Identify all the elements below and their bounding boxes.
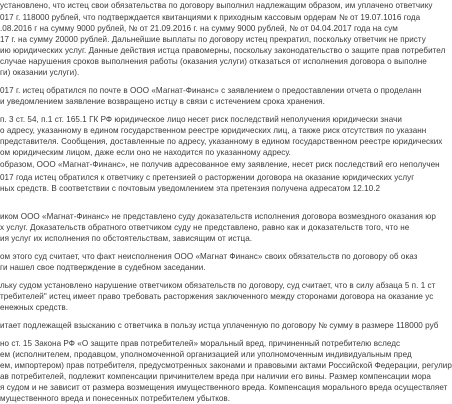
text-line: ем (исполнителем, продавцом, уполномоченной организацией или уполномоченным индивидуальным пред <box>0 350 412 359</box>
text-line: 017 г. 118000 рублей, что подтверждается квитанциями к приходным кассовым ордерам № от 19.07.1016 года <box>0 13 421 22</box>
text-line: о адресу, указанному в едином государственном реестре юридических лиц, а также риск отсутствия по указанн <box>0 126 427 135</box>
text-line: ги) оказании услуги). <box>0 68 80 77</box>
text-line: ги нашел свое подтверждение в судебном заседании. <box>0 263 206 272</box>
text-line: представителя. Сообщения, доставленные по адресу, указанному в едином государственном реестре юридических <box>0 137 443 146</box>
text-line: требителей" истец имеет право требовать расторжения заключенного между сторонами договора на оказание ус <box>0 292 434 301</box>
text-line: случае нарушения сроков выполнения работы (оказания услуги) отказаться от исполнения договора о выполне <box>0 57 427 66</box>
text-line: итает подлежащей взысканию с ответчика в пользу истца уплаченную по договору № сумму в размере 118000 руб <box>0 321 439 330</box>
text-line: ных средств. В соответствии с почтовым уведомлением эта претензия получена адресатом 12.10.2 <box>0 184 381 193</box>
text-line: 017 г. истец обратился по почте в ООО «Магнат-Финанс» с заявлением о предоставлении отчета о проделанн <box>0 86 422 95</box>
text-line: ом этого суд считает, что факт неисполнения ООО «Магнат Финанс» своих обязательств по договору об оказ <box>0 252 418 261</box>
text-line: и уведомлением заявление возвращено истцу в связи с истечением срока хранения. <box>0 97 325 106</box>
text-line: но ст. 15 Закона РФ «О защите прав потребителей» моральный вред, причиненный потребителю вследс <box>0 339 401 348</box>
text-line: енежных средств. <box>0 303 69 312</box>
text-line: 017 года истец обратился к ответчику с претензией о расторжении договора на оказание юридических услуг <box>0 173 415 182</box>
text-line: я судом и не зависит от размера возмещения имущественного вреда. Компенсация морального вреда осуществляет <box>0 383 448 392</box>
text-line: мущественного вреда и понесенных потребителем убытков. <box>0 394 231 403</box>
text-line: ия услуг их исполнения по обстоятельствам, зависящим от истца. <box>0 234 253 243</box>
text-line: установлено, что истец свои обязательства по договору выполнил надлежащим образом, им уплачено ответчику <box>0 1 433 10</box>
text-line: ав потребителей, подлежит компенсации причинителем вреда при наличии его вины. Размер компенсации мора <box>0 372 431 381</box>
text-line: х услуг. Доказательств обратного ответчиком суду не представлено, равно как и доказательств того, что не <box>0 223 410 232</box>
text-line: .08.2016 г на сумму 9000 рублей, № от 21.09.2016 г. на сумму 9000 рублей, № от 04.04.2017 года на сум <box>0 24 398 33</box>
text-line: п. 3 ст. 54, п.1 ст. 165.1 ГК РФ юридическое лицо несет риск последствий неполучения юридически значи <box>0 115 402 124</box>
text-line: ом юридическим лицом, даже если оно не находится по указанному адресу. <box>0 148 291 157</box>
text-line: образом, ООО «Магнат-Финанс», не получив адресованное ему заявление, несет риск последствий его неполучен <box>0 160 440 169</box>
text-line: ию юридических услуг. Данные действия истца правомерны, поскольку законодательство о защите прав потребител <box>0 46 446 55</box>
text-line: ем, импортером) прав потребителя, предусмотренных законами и правовыми актами Российской Федерации, регулир <box>0 361 452 370</box>
text-line: иком ООО «Магнат-Финанс» не представлено суду доказательств исполнения договора возмездного оказания юр <box>0 212 436 221</box>
text-line: 17 г. на сумму 20000 рублей. Дальнейшие выплаты по договору истец прекратил, поскольку ответчик не присту <box>0 35 426 44</box>
text-line: льку судом установлено нарушение ответчиком обязательств по договору, суд считает, что в силу абзаца 5 п. 1 ст <box>0 281 436 290</box>
